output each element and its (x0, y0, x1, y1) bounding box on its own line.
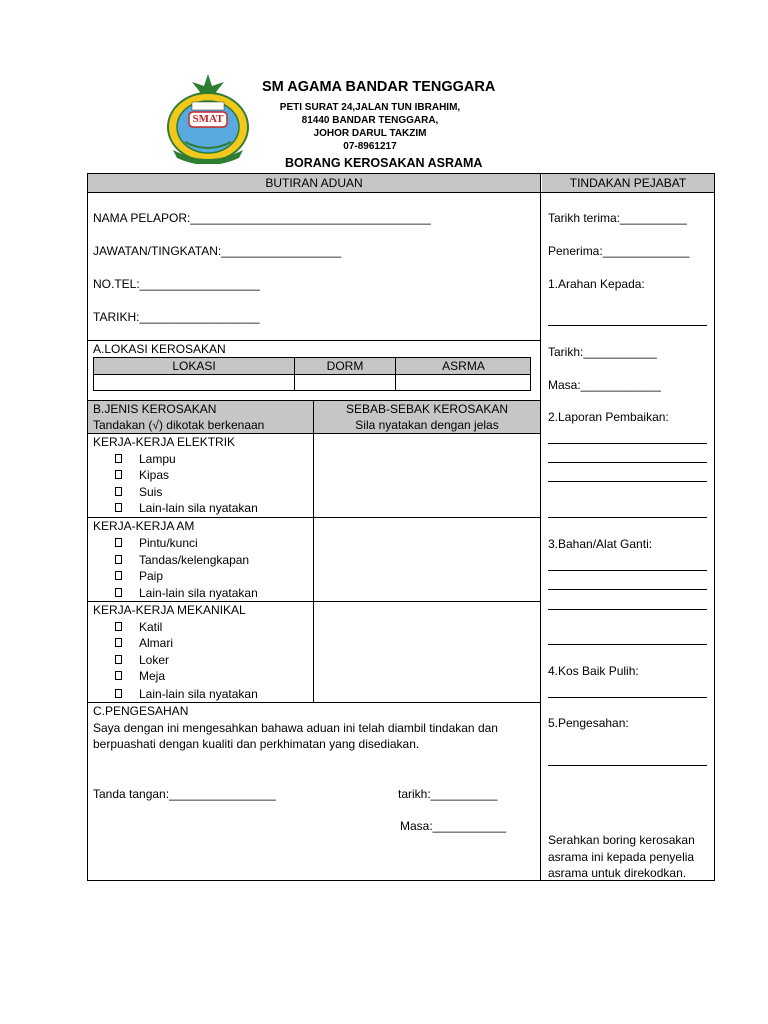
lokasi-table-row-line (93, 374, 531, 375)
tarikh-field[interactable]: TARIKH:__________________ (93, 310, 260, 324)
pengesahan-right-label: 5.Pengesahan: (548, 716, 629, 730)
tindakan-pejabat-header: TINDAKAN PEJABAT (569, 176, 687, 190)
item-pintu: Pintu/kunci (139, 536, 198, 550)
checkbox-kipas[interactable] (115, 470, 122, 479)
form-title: BORANG KEROSAKAN ASRAMA (285, 156, 483, 170)
bahan-line-1[interactable] (548, 570, 707, 571)
checkbox-lain-elektrik[interactable] (115, 503, 122, 512)
bahan-line-2[interactable] (548, 589, 707, 590)
column-divider (540, 173, 541, 881)
school-name: SM AGAMA BANDAR TENGGARA (262, 79, 496, 95)
arahan-line[interactable] (548, 325, 707, 326)
checkbox-lain-am[interactable] (115, 588, 122, 597)
note-line-2: asrama ini kepada penyelia (548, 850, 695, 864)
section-a-divider (87, 340, 540, 341)
section-b-subtitle: Tandakan (√) dikotak berkenaan (93, 418, 265, 432)
pengesahan-text-1: Saya dengan ini mengesahkan bahawa aduan ini telah diambil tindakan dan (93, 721, 498, 735)
item-lain-am: Lain-lain sila nyatakan (139, 586, 258, 600)
signature-field[interactable]: Tanda tangan:________________ (93, 787, 276, 801)
checkbox-suis[interactable] (115, 487, 122, 496)
laporan-line-3[interactable] (548, 481, 707, 482)
address-line-1: PETI SURAT 24,JALAN TUN IBRAHIM, (279, 102, 461, 113)
notel-field[interactable]: NO.TEL:__________________ (93, 277, 260, 291)
cause-elektrik-input[interactable] (315, 435, 539, 516)
laporan-line-1[interactable] (548, 443, 707, 444)
group-elektrik-title: KERJA-KERJA ELEKTRIK (93, 435, 236, 449)
nama-pelapor-field[interactable]: NAMA PELAPOR:____________________________________ (93, 211, 431, 225)
penerima-field[interactable]: Penerima:_____________ (548, 244, 690, 258)
checkbox-lampu[interactable] (115, 454, 122, 463)
laporan-label: 2.Laporan Pembaikan: (548, 410, 669, 424)
cause-am-input[interactable] (315, 519, 539, 600)
tarikh-right-field[interactable]: Tarikh:___________ (548, 345, 657, 359)
phone-number: 07-8961217 (343, 141, 397, 152)
bahan-line-4[interactable] (548, 644, 707, 645)
kos-label: 4.Kos Baik Pulih: (548, 664, 639, 678)
dorm-input[interactable] (296, 376, 394, 390)
masa-c-field[interactable]: Masa:___________ (400, 819, 507, 833)
checkbox-pintu[interactable] (115, 538, 122, 547)
note-line-3: asrama untuk direkodkan. (548, 866, 687, 880)
item-katil: Katil (139, 620, 163, 634)
section-c-title: C.PENGESAHAN (93, 704, 189, 718)
note-line-1: Serahkan boring kerosakan (548, 833, 695, 847)
section-a-title: A.LOKASI KEROSAKAN (93, 342, 226, 356)
section-b-title: B.JENIS KEROSAKAN (93, 402, 217, 416)
group-am-title: KERJA-KERJA AM (93, 519, 195, 533)
checkbox-katil[interactable] (115, 622, 122, 631)
kos-line[interactable] (548, 697, 707, 698)
checkbox-tandas[interactable] (115, 555, 122, 564)
tarikh-c-field[interactable]: tarikh:__________ (398, 787, 498, 801)
cause-mekanikal-input[interactable] (315, 603, 539, 701)
section-c-divider (87, 702, 540, 703)
group-mekanikal-title: KERJA-KERJA MEKANIKAL (93, 603, 246, 617)
jawatan-field[interactable]: JAWATAN/TINGKATAN:__________________ (93, 244, 342, 258)
checkbox-paip[interactable] (115, 571, 122, 580)
item-meja: Meja (139, 669, 166, 683)
pengesahan-text-2: berpuashati dengan kualiti dan perkhimatan yang disediakan. (93, 737, 420, 751)
cause-subtitle: Sila nyatakan dengan jelas (355, 418, 499, 432)
tarikh-terima-field[interactable]: Tarikh terima:__________ (548, 211, 687, 225)
item-loker: Loker (139, 653, 170, 667)
header-divider (87, 192, 715, 193)
item-tandas: Tandas/kelengkapan (139, 553, 250, 567)
logo-text: SMAT (192, 113, 224, 125)
address-line-3: JOHOR DARUL TAKZIM (313, 128, 427, 139)
laporan-line-2[interactable] (548, 462, 707, 463)
cause-title: SEBAB-SEBAK KEROSAKAN (345, 402, 509, 416)
item-kipas: Kipas (139, 468, 170, 482)
checkbox-lain-mekanikal[interactable] (115, 689, 122, 698)
pengesahan-line[interactable] (548, 765, 707, 766)
laporan-line-4[interactable] (548, 517, 707, 518)
checkbox-meja[interactable] (115, 671, 122, 680)
school-logo (165, 72, 251, 164)
cause-column-divider (313, 400, 314, 702)
arahan-kepada-label: 1.Arahan Kepada: (548, 277, 645, 291)
masa-right-field[interactable]: Masa:____________ (548, 378, 661, 392)
address-line-2: 81440 BANDAR TENGGARA, (301, 115, 439, 126)
lokasi-input[interactable] (95, 376, 293, 390)
item-lampu: Lampu (139, 452, 176, 466)
col-dorm: DORM (326, 359, 364, 373)
asrma-input[interactable] (397, 376, 530, 390)
item-almari: Almari (139, 636, 174, 650)
col-asrma: ASRMA (442, 359, 485, 373)
item-lain-mekanikal: Lain-lain sila nyatakan (139, 687, 258, 701)
checkbox-loker[interactable] (115, 655, 122, 664)
col-lokasi: LOKASI (172, 359, 216, 373)
item-lain-elektrik: Lain-lain sila nyatakan (139, 501, 258, 515)
checkbox-almari[interactable] (115, 638, 122, 647)
item-paip: Paip (139, 569, 164, 583)
item-suis: Suis (139, 485, 163, 499)
butiran-aduan-header: BUTIRAN ADUAN (265, 176, 363, 190)
bahan-line-3[interactable] (548, 609, 707, 610)
bahan-label: 3.Bahan/Alat Ganti: (548, 537, 653, 551)
